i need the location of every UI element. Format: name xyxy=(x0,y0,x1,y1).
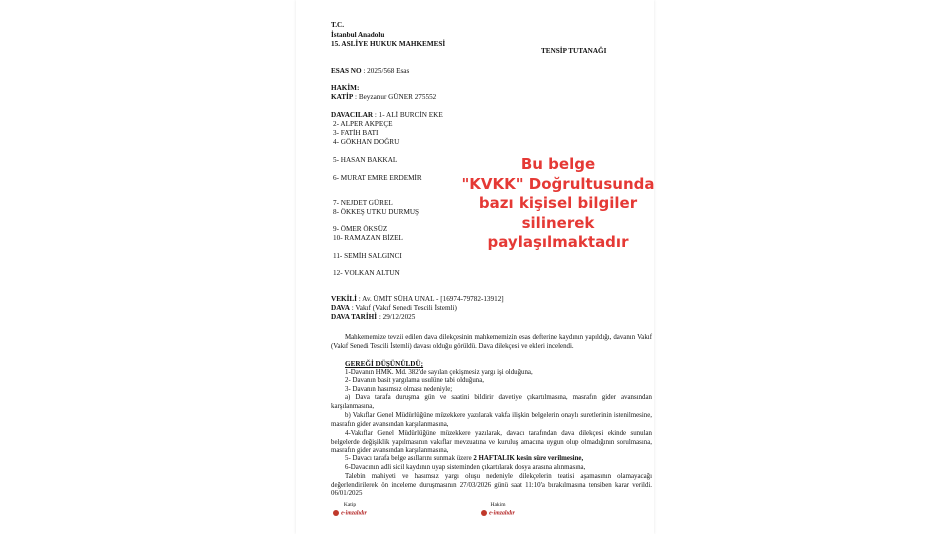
closing-paragraph: Talebin mahiyeti ve hasımsız yargı oluşu nedeniyle dilekçelerin teatisi aşamasının olamayacağı değerlendirilerek ön inceleme duruşmasının 27/03/2026 günü saat 11:10'a bırakılmasına tensiben karar verildi. 06/01/2025 xyxy=(331,473,652,498)
katip: KATİP : Beyzanur GÜNER 275552 xyxy=(331,93,437,101)
plaintiff-item: 10- RAMAZAN BİZEL xyxy=(333,234,403,242)
plaintiff-item: 9- ÖMER ÖKSÜZ xyxy=(333,225,388,233)
dava-tarihi: DAVA TARİHİ : 29/12/2025 xyxy=(331,313,416,321)
e-signature-icon xyxy=(481,510,487,516)
plaintiff-item: 8- ÖKKEŞ UTKU DURMUŞ xyxy=(333,208,420,216)
plaintiff-item: 12- VOLKAN ALTUN xyxy=(333,269,400,277)
kvkk-line: bazı kişisel bilgiler xyxy=(478,194,638,212)
plaintiff-item: 6- MURAT EMRE ERDEMİR xyxy=(333,174,422,182)
item-5: 5- Davacı tarafa belge asıllarını sunmak üzere 2 HAFTALIK kesin süre verilmesine, xyxy=(345,455,584,462)
plaintiff-item: 3- FATİH BATI xyxy=(333,129,379,137)
e-signature-icon xyxy=(333,510,339,516)
kvkk-line: Bu belge xyxy=(520,155,596,173)
gereği-heading: GEREĞİ DÜŞÜNÜLDÜ; xyxy=(345,360,424,368)
item-3: 3- Davanın hasımsız olması nedeniyle; xyxy=(345,386,453,393)
item-4: 4-Vakıflar Genel Müdürlüğüne müzekkere yazılarak, davacı tarafından dava dilekçesi ekinde sunulan belgelerde değişiklik yapılmasının vakıflar mevzuatına ve kuruluş amacına uygun olup olmadığının sorulmasına, masrafın gider avansından karşılanmasına, xyxy=(331,430,652,455)
plaintiff-item: 5- HASAN BAKKAL xyxy=(333,156,398,164)
header-court: 15. ASLİYE HUKUK MAHKEMESİ xyxy=(331,40,446,48)
kvkk-notice xyxy=(458,155,658,253)
plaintiff-item: 7- NEJDET GÜREL xyxy=(333,199,393,207)
header-city: İstanbul Anadolu xyxy=(331,31,385,39)
hakim-signature: Hakim e-imzalıdır xyxy=(478,502,518,516)
document-type: TENSİP TUTANAĞI xyxy=(541,47,607,55)
kvkk-line: paylaşılmaktadır xyxy=(487,233,629,251)
katip-signature: Katip e-imzalıdır xyxy=(330,502,370,516)
hakim: HAKİM: xyxy=(331,84,360,92)
item-6: 6-Davacının adli sicil kaydının uyap sisteminden çıkartılarak dosya arasına alınmasına, xyxy=(345,464,586,471)
item-3b: b) Vakıflar Genel Müdürlüğüne müzekkere yazılarak vakfa ilişkin belgelerin onaylı suretlerinin istenilmesine, masrafın gider avansından karşılanmasına, xyxy=(331,412,652,428)
header-tc: T.C. xyxy=(331,21,345,29)
item-3a: a) Dava tarafa duruşma gün ve saatini bildirir davetiye çıkartılmasına, masrafın gider avansından karşılanmasına, xyxy=(331,394,652,410)
dava: DAVA : Vakıf (Vakıf Senedi Tescili İstemli) xyxy=(331,304,457,312)
kvkk-line: silinerek xyxy=(521,213,595,232)
intro-paragraph: Mahkememize tevzii edilen dava dilekçesinin mahkememizin esas defterine kaydının yapıldığı, davanın Vakıf (Vakıf Senedi Tescili İstemli) davası olduğu görüldü. Dava dilekçesi ve ekleri incelendi. xyxy=(331,334,652,350)
plaintiff-item: 11- SEMİH SALGINCI xyxy=(333,252,402,260)
plaintiff-item: 4- GÖKHAN DOĞRU xyxy=(333,138,400,146)
vekil: VEKİLİ : Av. ÜMİT SÜHA UNAL - [16974-79782-13912] xyxy=(331,295,504,303)
plaintiff-item: 2- ALPER AKPEÇE xyxy=(333,120,393,128)
plaintiffs-header: DAVACILAR : 1- ALİ BURCİN EKE xyxy=(331,111,443,119)
item-1: 1-Davanın HMK. Md. 382'de sayılan çekişmesiz yargı işi olduğuna, xyxy=(345,369,533,376)
esas-no: ESAS NO : 2025/568 Esas xyxy=(331,67,410,75)
item-2: 2- Davanın basit yargılama usulüne tabi olduğuna, xyxy=(345,377,484,384)
kvkk-line: "KVKK" Doğrultusunda xyxy=(461,174,655,193)
